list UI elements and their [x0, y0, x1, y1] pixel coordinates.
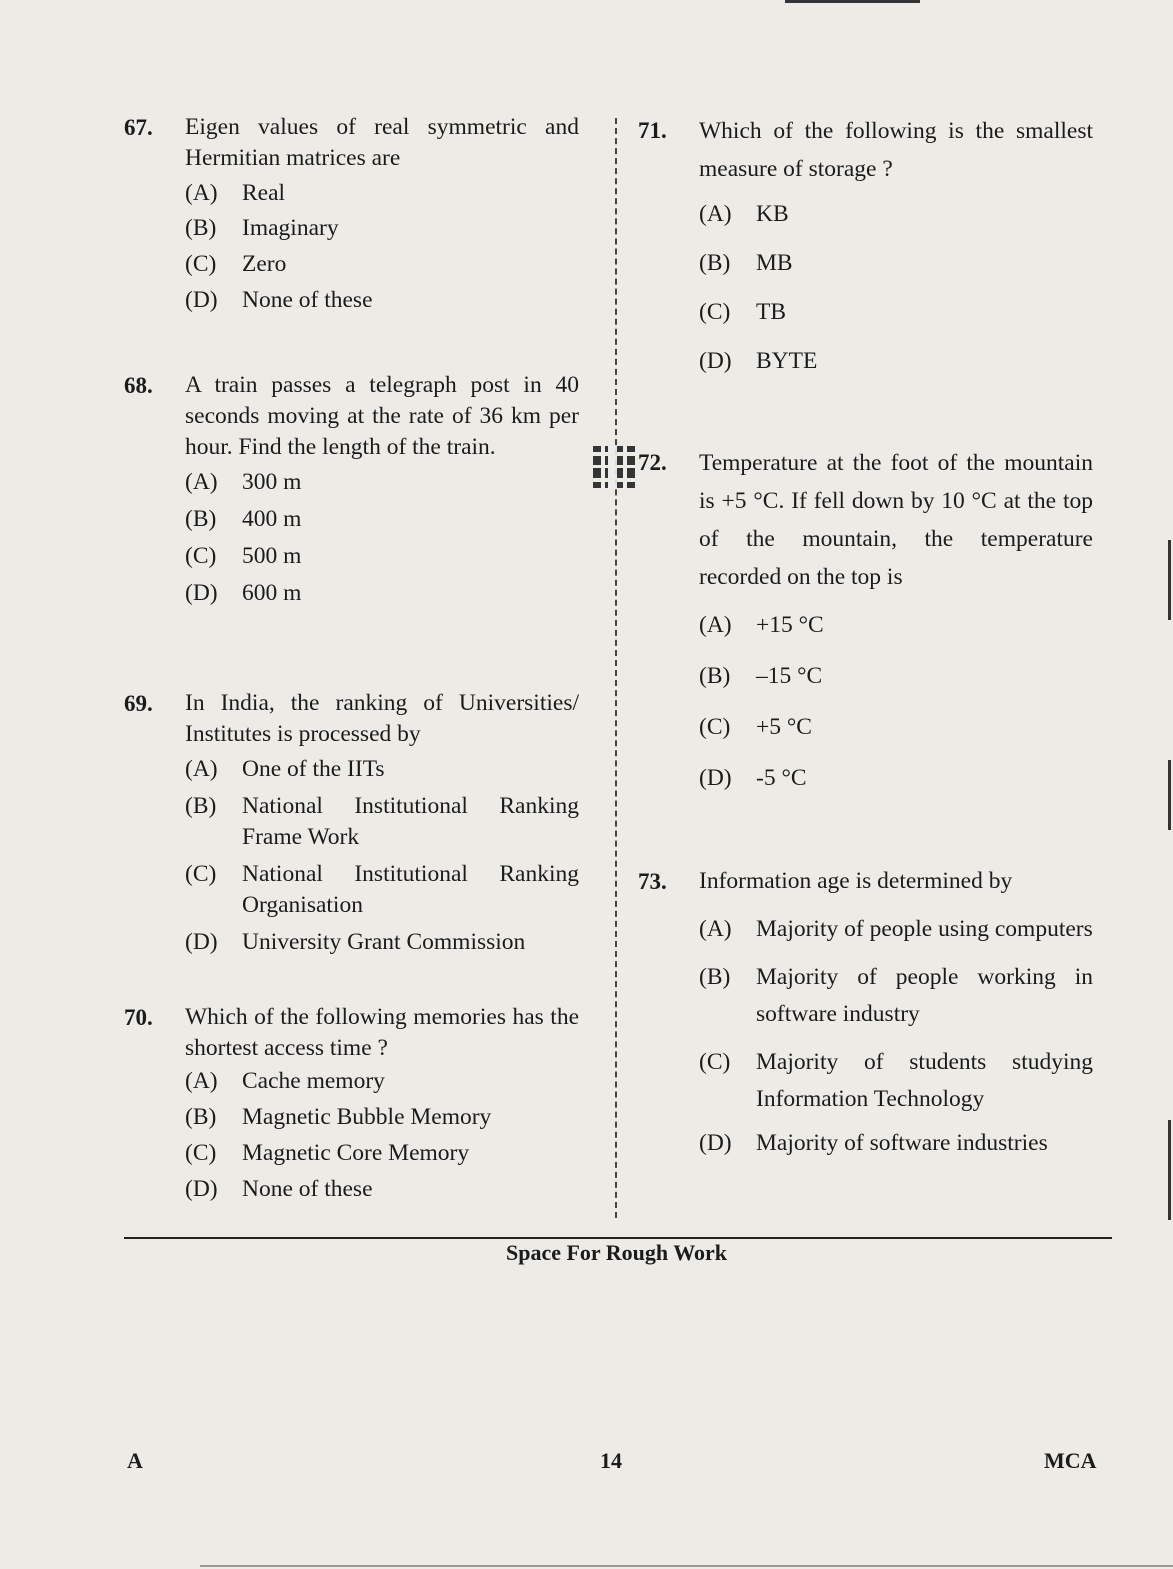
option-label: (C) — [185, 251, 217, 277]
option-label: (D) — [185, 1176, 218, 1202]
question-67 — [124, 112, 579, 314]
option-label: (C) — [699, 714, 731, 740]
option-label: (B) — [185, 1104, 217, 1130]
question-text: A train passes a telegraph post in 40 seconds moving at the rate of 36 km per hour. Find the length of the train. — [185, 372, 579, 460]
option-d — [699, 1130, 1093, 1157]
option-text: Majority of people using computers — [756, 916, 1093, 942]
question-number: 67. — [124, 115, 153, 140]
question-number: 71. — [638, 118, 667, 143]
question-number: 70. — [124, 1005, 153, 1030]
question-68 — [124, 370, 579, 607]
option-text: –15 °C — [756, 663, 823, 689]
option-label: (A) — [699, 612, 732, 638]
option-label: (A) — [185, 756, 218, 782]
option-text: Majority of software industries — [756, 1130, 1048, 1156]
footer-subject-code: MCA — [1044, 1448, 1097, 1473]
option-text: None of these — [242, 287, 373, 313]
option-text: Cache memory — [242, 1068, 385, 1094]
option-a — [185, 180, 579, 207]
option-label: (D) — [699, 765, 732, 791]
scan-mark — [200, 1565, 1173, 1567]
option-text: Imaginary — [242, 215, 339, 241]
option-text: Zero — [242, 251, 287, 277]
option-text: Majority of students studying Information Technology — [756, 1049, 1093, 1112]
option-d — [185, 929, 579, 956]
option-text: Majority of people working in software industry — [756, 964, 1093, 1027]
rough-work-label: Space For Rough Work — [505, 1240, 728, 1265]
option-text: 300 m — [242, 469, 302, 495]
question-72 — [638, 444, 1093, 792]
option-a — [699, 612, 1093, 639]
option-label: (C) — [699, 1049, 731, 1075]
question-73 — [638, 866, 1093, 1157]
option-a — [699, 911, 1093, 948]
scan-mark — [1168, 760, 1171, 830]
question-text: Which of the following is the smallest measure of storage ? — [699, 118, 1093, 182]
option-text: MB — [756, 250, 793, 276]
page-number: 14 — [600, 1448, 622, 1473]
option-label: (C) — [185, 1140, 217, 1166]
option-label: (A) — [185, 1068, 218, 1094]
option-label: (C) — [699, 299, 731, 325]
option-text: +15 °C — [756, 612, 824, 638]
option-a — [185, 1068, 579, 1095]
option-text: University Grant Commission — [242, 929, 526, 955]
question-71 — [638, 112, 1093, 375]
footer-set-code: A — [127, 1448, 143, 1473]
option-label: (B) — [699, 964, 731, 990]
option-b — [185, 215, 579, 242]
option-text: None of these — [242, 1176, 373, 1202]
option-b — [185, 791, 579, 853]
column-divider — [615, 118, 617, 1218]
option-c — [699, 1044, 1093, 1118]
option-b — [699, 959, 1093, 1033]
qr-code-icon — [593, 446, 635, 488]
option-text: One of the IITs — [242, 756, 385, 782]
option-d — [699, 348, 1093, 375]
option-label: (D) — [185, 287, 218, 313]
option-text: National Institutional Ranking Frame Work — [242, 793, 579, 850]
option-text: Magnetic Core Memory — [242, 1140, 470, 1166]
question-text: Information age is determined by — [699, 868, 1013, 894]
option-label: (C) — [185, 861, 217, 887]
option-c — [699, 714, 1093, 741]
option-a — [185, 756, 579, 783]
option-d — [699, 765, 1093, 792]
option-label: (B) — [185, 506, 217, 532]
question-text: Eigen values of real symmetric and Hermitian matrices are — [185, 114, 579, 171]
option-d — [185, 580, 579, 607]
rough-work-rule — [124, 1237, 1112, 1239]
question-text: Which of the following memories has the shortest access time ? — [185, 1004, 579, 1061]
question-text: In India, the ranking of Universities/ Institutes is processed by — [185, 690, 579, 747]
option-a — [699, 201, 1093, 228]
option-label: (A) — [699, 201, 732, 227]
option-b — [699, 250, 1093, 277]
option-label: (D) — [699, 1130, 732, 1156]
option-c — [185, 543, 579, 570]
option-label: (D) — [699, 348, 732, 374]
option-text: KB — [756, 201, 789, 227]
scan-mark — [785, 0, 920, 3]
option-label: (D) — [185, 929, 218, 955]
option-label: (D) — [185, 580, 218, 606]
option-d — [185, 287, 579, 314]
option-text: 400 m — [242, 506, 302, 532]
option-c — [185, 1140, 579, 1167]
question-number: 72. — [638, 450, 667, 475]
option-text: 500 m — [242, 543, 302, 569]
option-label: (A) — [699, 916, 732, 942]
scan-mark — [1168, 1120, 1171, 1220]
option-text: Magnetic Bubble Memory — [242, 1104, 492, 1130]
option-c — [699, 299, 1093, 326]
option-b — [185, 1104, 579, 1131]
question-number: 69. — [124, 691, 153, 716]
option-text: TB — [756, 299, 787, 325]
question-number: 68. — [124, 373, 153, 398]
option-label: (B) — [185, 215, 217, 241]
option-b — [185, 506, 579, 533]
question-number: 73. — [638, 869, 667, 894]
option-c — [185, 859, 579, 921]
option-a — [185, 469, 579, 496]
option-c — [185, 251, 579, 278]
question-70 — [124, 1002, 579, 1203]
option-label: (B) — [185, 793, 217, 819]
option-d — [185, 1176, 579, 1203]
question-text: Temperature at the foot of the mountain is +5 °C. If fell down by 10 °C at the top of the mountain, the temperature recorded on the top is — [699, 450, 1093, 590]
option-text: 600 m — [242, 580, 302, 606]
option-label: (A) — [185, 180, 218, 206]
option-text: Real — [242, 180, 286, 206]
option-text: -5 °C — [756, 765, 807, 791]
option-label: (B) — [699, 250, 731, 276]
option-label: (C) — [185, 543, 217, 569]
option-b — [699, 663, 1093, 690]
option-text: +5 °C — [756, 714, 812, 740]
question-69 — [124, 688, 579, 956]
option-label: (A) — [185, 469, 218, 495]
option-text: BYTE — [756, 348, 818, 374]
option-label: (B) — [699, 663, 731, 689]
scan-mark — [1168, 540, 1171, 620]
option-text: National Institutional Ranking Organisation — [242, 861, 579, 918]
